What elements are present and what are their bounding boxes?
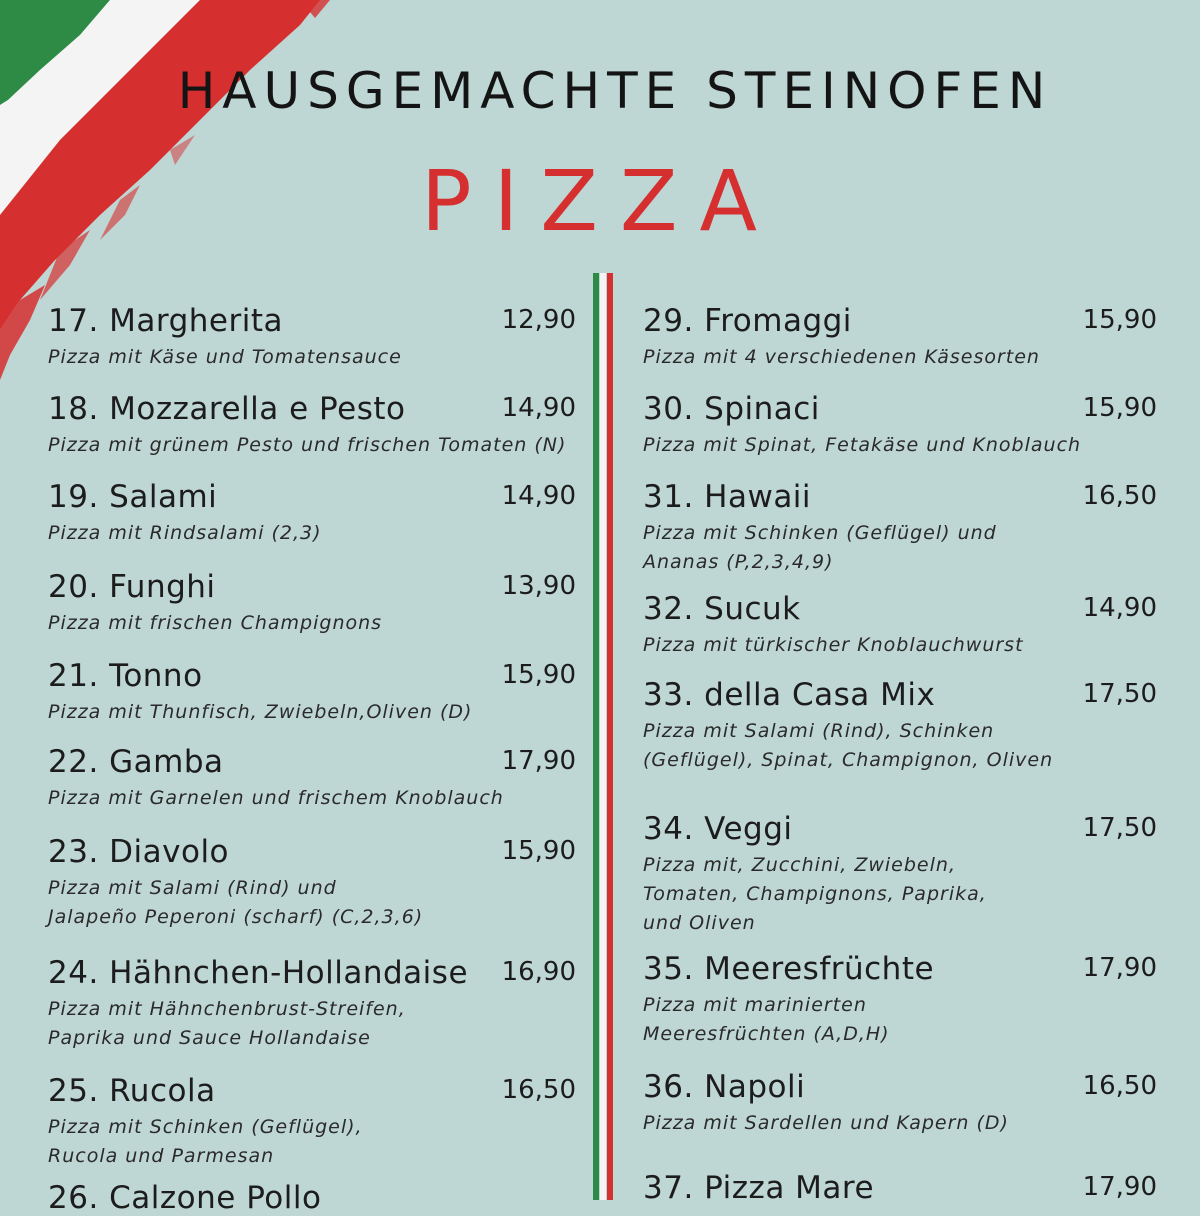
menu-item-name: 24. Hähnchen-Hollandaise [48,955,469,991]
menu-item-description [48,698,472,727]
menu-item-price: 16,90 [501,957,576,987]
menu-item-name: 30. Spinaci [643,391,820,427]
menu-item-description-line: Pizza mit frischen Champignons [48,612,383,634]
menu-item-description [643,519,997,577]
flag-column-divider [593,273,621,1200]
menu-item-description-line: Pizza mit Thunfisch, Zwiebeln,Oliven (D) [48,701,473,723]
menu-item-name: 36. Napoli [643,1069,806,1105]
menu-item-description [643,991,890,1049]
menu-item-description-line: Rucola und Parmesan [48,1145,275,1167]
menu-item-price: 12,90 [501,305,576,335]
menu-item-description-line: Tomaten, Champignons, Paprika, [643,883,987,905]
menu-item-price: 15,90 [1082,393,1157,423]
menu-item-name: 20. Funghi [48,569,216,605]
menu-item-description-line: Pizza mit grünem Pesto und frischen Tomaten (N) [48,434,567,456]
menu-item-description [48,784,504,813]
menu-item-price: 16,50 [501,1075,576,1105]
menu-item-price: 17,90 [1082,953,1157,983]
menu-item-description-line: Pizza mit 4 verschiedenen Käsesorten [643,346,1040,368]
menu-item-description-line: Pizza mit Salami (Rind) und [48,877,337,899]
menu-item-description [643,431,1081,460]
menu-item-description [643,851,987,938]
menu-item-name: 33. della Casa Mix [643,677,936,713]
menu-item-price: 17,90 [501,746,576,776]
menu-item-name: 22. Gamba [48,744,224,780]
menu-item-description-line: (Geflügel), Spinat, Champignon, Oliven [643,749,1054,771]
menu-item-description-line: Pizza mit Schinken (Geflügel) und [643,522,997,544]
menu-item-description-line: Pizza mit, Zucchini, Zwiebeln, [643,854,956,876]
menu-item-name: 31. Hawaii [643,479,812,515]
menu-item-description-line: Pizza mit marinierten [643,994,867,1016]
menu-item-description-line: Pizza mit Schinken (Geflügel), [48,1116,363,1138]
menu-item-description [48,519,322,548]
menu-item-price: 14,90 [501,481,576,511]
menu-item-description-line: Pizza mit Hähnchenbrust-Streifen, [48,998,406,1020]
menu-item-name: 21. Tonno [48,658,203,694]
menu-item-description [48,995,406,1053]
menu-item-price: 16,50 [1082,481,1157,511]
menu-item-name: 18. Mozzarella e Pesto [48,391,406,427]
menu-item-description-line: und Oliven [643,912,756,934]
menu-item-description [48,874,423,932]
menu-item-name: 34. Veggi [643,811,793,847]
menu-item-description-line: Pizza mit Sardellen und Kapern (D) [643,1112,1009,1134]
menu-item-name: 25. Rucola [48,1073,216,1109]
menu-item-description-line: Ananas (P,2,3,4,9) [643,551,834,573]
menu-item-name: 29. Fromaggi [643,303,852,339]
menu-item-price: 17,90 [1082,1172,1157,1202]
menu-item-name: 23. Diavolo [48,834,230,870]
menu-item-name: 19. Salami [48,479,218,515]
menu-title: PIZZA [421,152,779,250]
menu-item-description [48,609,382,638]
menu-item-description-line: Pizza mit Spinat, Fetakäse und Knoblauch [643,434,1082,456]
menu-item-description [48,431,566,460]
menu-item-name: 32. Sucuk [643,591,801,627]
menu-item-description [643,717,1053,775]
menu-item-price: 14,90 [1082,593,1157,623]
menu-item-price: 17,50 [1082,679,1157,709]
menu-item-name: 26. Calzone Pollo [48,1180,322,1216]
menu-item-price: 17,50 [1082,813,1157,843]
menu-item-description [643,1109,1009,1138]
menu-subtitle: HAUSGEMACHTE STEINOFEN [177,62,1053,120]
menu-item-name: 37. Pizza Mare [643,1170,875,1206]
menu-item-price: 13,90 [501,571,576,601]
menu-item-description [643,631,1024,660]
menu-item-description [48,343,402,372]
menu-item-description-line: Pizza mit Rindsalami (2,3) [48,522,322,544]
menu-item-price: 15,90 [1082,305,1157,335]
menu-item-description [48,1113,363,1171]
menu-item-name: 17. Margherita [48,303,284,339]
menu-item-description-line: Pizza mit türkischer Knoblauchwurst [643,634,1024,656]
menu-item-description [643,343,1040,372]
menu-item-price: 16,50 [1082,1071,1157,1101]
menu-item-description-line: Meeresfrüchten (A,D,H) [643,1023,890,1045]
menu-item-description-line: Pizza mit Salami (Rind), Schinken [643,720,995,742]
menu-item-description-line: Pizza mit Garnelen und frischem Knoblauch [48,787,504,809]
menu-item-price: 15,90 [501,836,576,866]
menu-item-description-line: Paprika und Sauce Hollandaise [48,1027,371,1049]
menu-item-description-line: Jalapeño Peperoni (scharf) (C,2,3,6) [48,906,424,928]
menu-item-price: 15,90 [501,660,576,690]
menu-item-description-line: Pizza mit Käse und Tomatensauce [48,346,402,368]
menu-item-price: 14,90 [501,393,576,423]
menu-item-name: 35. Meeresfrüchte [643,951,935,987]
